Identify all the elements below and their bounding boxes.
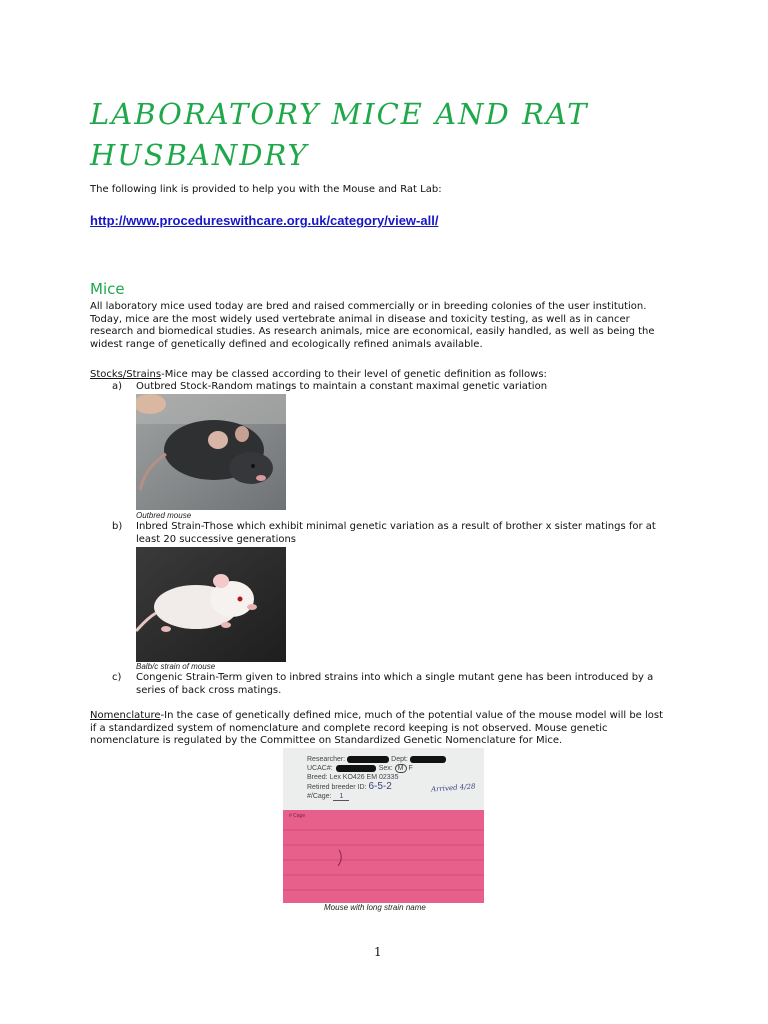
page-number: 1 xyxy=(374,945,382,959)
card-retired: Retired breeder xyxy=(307,784,356,791)
redaction-bar xyxy=(347,756,389,763)
redaction-bar xyxy=(336,765,376,772)
card-id-value: 6-5-2 xyxy=(368,781,392,792)
card-dept: Dept: xyxy=(391,756,408,763)
outbred-mouse-image xyxy=(136,394,286,510)
stocks-paragraph xyxy=(90,369,680,382)
balb-mouse-image xyxy=(136,547,286,662)
card-id: ID: xyxy=(357,784,367,791)
card-ruled-lines xyxy=(283,810,484,903)
card-breed-value: Lex KO426 EM 02335 xyxy=(329,774,399,781)
outbred-mouse-photo xyxy=(136,394,286,510)
list-item-outbred: Outbred Stock-Random matings to maintain a constant maximal genetic variation xyxy=(136,381,548,392)
card-text xyxy=(307,755,446,801)
procedures-link[interactable]: http://www.procedureswithcare.org.uk/category/view-all/ xyxy=(90,213,439,228)
balb-mouse-photo xyxy=(136,547,286,662)
card-researcher: Researcher: xyxy=(307,756,346,763)
caption-card: Mouse with long strain name xyxy=(324,903,426,912)
redaction-bar xyxy=(410,756,446,763)
card-pink-label: # Cage xyxy=(289,813,306,819)
card-breed: Breed: xyxy=(307,774,328,781)
list-marker-b: b) xyxy=(112,521,123,532)
card-cage: #/Cage: xyxy=(307,793,332,800)
caption-outbred: Outbred mouse xyxy=(136,511,192,520)
card-pink-area xyxy=(283,810,484,903)
caption-balb: Balb/c strain of mouse xyxy=(136,662,216,671)
card-sex-f: F xyxy=(408,765,413,772)
card-cage-value: 1 xyxy=(333,793,349,801)
document-title: LABORATORY MICE AND RAT HUSBANDRY xyxy=(90,97,589,172)
list-marker-c: c) xyxy=(112,672,122,683)
mice-paragraph: All laboratory mice used today are bred and raised commercially or in breeding colonies of the user institution. Today, mice are the most widely used vertebrate animal in disease and toxicity testing, as well as in cancer research and biomedical studies. As research animals, mice are economical, easily handled, as well as being the widest range of genetically defined and ecologically refined animals available. xyxy=(90,301,655,350)
list-marker-a: a) xyxy=(112,381,123,392)
nomenclature-text: -In the case of genetically defined mice, much of the potential value of the mouse model will be lost if a standardized system of nomenclature and complete record keeping is not observed. Mouse genetic nomenclature is regulated by the Committee on Standardized Genetic Nomenclature for Mice. xyxy=(90,710,664,746)
card-ucac: UCAC#: xyxy=(307,765,333,772)
nomenclature-label: Nomenclature xyxy=(90,710,161,721)
nomenclature-paragraph xyxy=(90,710,672,748)
card-top xyxy=(283,748,484,810)
card-handwriting: Arrived 4/28 xyxy=(430,782,476,794)
card-sex-m: M xyxy=(395,764,407,773)
cage-card-photo xyxy=(283,748,484,903)
mice-heading: Mice xyxy=(90,280,125,298)
stocks-text: -Mice may be classed according to their level of genetic definition as follows: xyxy=(161,369,547,380)
list-item-inbred: Inbred Strain-Those which exhibit minimal genetic variation as a result of brother x sister matings for at least 20 successive generations xyxy=(136,521,656,545)
stocks-label: Stocks/Strains xyxy=(90,369,162,380)
card-sex: Sex: xyxy=(378,765,393,772)
intro-text: The following link is provided to help you with the Mouse and Rat Lab: xyxy=(90,184,442,195)
list-item-congenic: Congenic Strain-Term given to inbred strains into which a single mutant gene has been introduced by a series of back cross matings. xyxy=(136,672,654,696)
